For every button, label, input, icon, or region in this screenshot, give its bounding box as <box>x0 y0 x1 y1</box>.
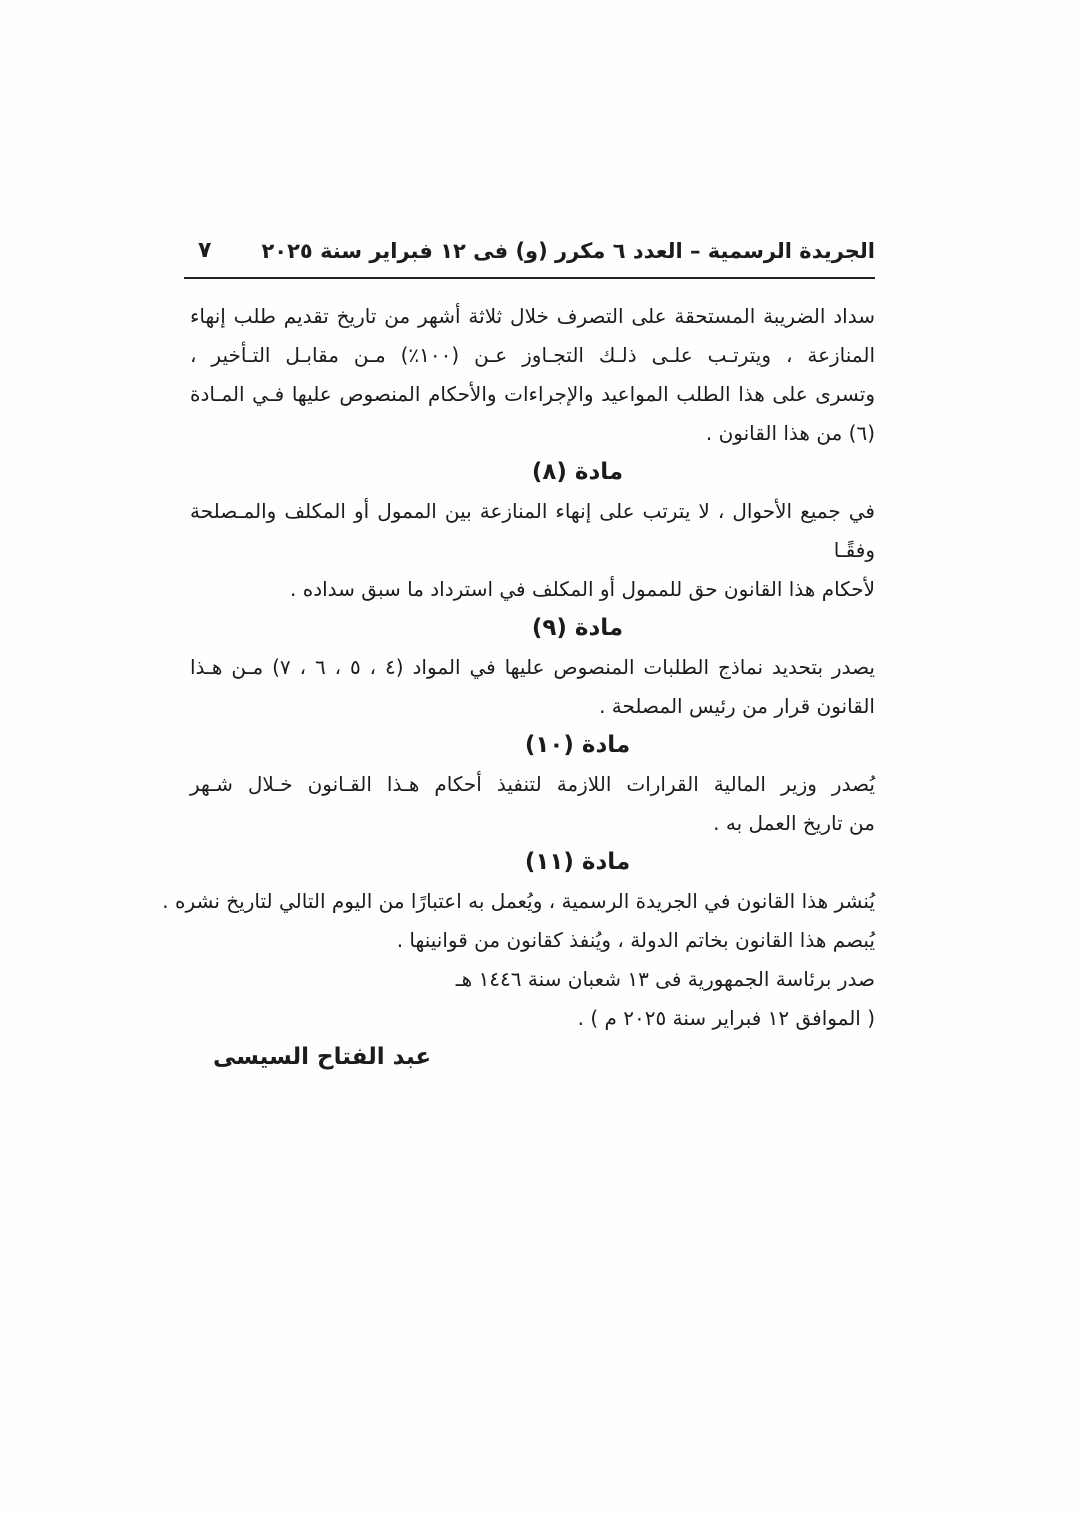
article-11-line: يُبصم هذا القانون بخاتم الدولة ، ويُنفذ كقانون من قوانينها . <box>396 928 875 952</box>
article-11-line: يُنشر هذا القانون في الجريدة الرسمية ، ويُعمل به اعتبارًا من اليوم التالي لتاريخ نشره . <box>162 889 875 913</box>
promulgation-date-hijri: صدر برئاسة الجمهورية فى ١٣ شعبان سنة ١٤٤٦ هـ <box>455 967 875 991</box>
intro-line: المنازعة ، ويترتـب علـى ذلـك التجـاوز عـن (١٠٠٪) مـن مقابـل التـأخير ، <box>190 343 875 367</box>
article-10 <box>190 726 875 843</box>
article-11 <box>162 843 875 1038</box>
article-10-line: من تاريخ العمل به . <box>713 811 875 835</box>
article-9 <box>190 609 875 726</box>
president-signature: عبد الفتاح السيسى <box>213 1044 432 1070</box>
article-9-heading: مادة (٩) <box>531 615 624 641</box>
law-text <box>162 297 876 1077</box>
page-number: ٧ <box>198 238 212 263</box>
page-header <box>190 236 875 266</box>
intro-paragraph <box>190 297 875 453</box>
gazette-title: الجريدة الرسمية – العدد ٦ مكرر (و) فى ١٢ فبراير سنة ٢٠٢٥ <box>261 239 875 263</box>
article-9-line: يصدر بتحديد نماذج الطلبات المنصوص عليها في المواد (٤ ، ٥ ، ٦ ، ٧) مـن هـذا <box>190 655 876 679</box>
promulgation-date-gregorian-text: ( الموافق ١٢ فبراير سنة ٢٠٢٥ م ) . <box>577 1006 875 1030</box>
article-8-line: لأحكام هذا القانون حق للممول أو المكلف في استرداد ما سبق سداده . <box>290 577 875 601</box>
article-9-line: القانون قرار من رئيس المصلحة . <box>599 694 875 718</box>
header-divider <box>184 277 875 279</box>
article-10-heading: مادة (١٠) <box>524 732 631 758</box>
article-11-heading: مادة (١١) <box>524 849 631 875</box>
article-8-line: في جميع الأحوال ، لا يترتب على إنهاء المنازعة بين الممول أو المكلف والمـصلحة وفقًـا <box>190 499 875 562</box>
intro-line: (٦) من هذا القانون . <box>705 421 875 445</box>
intro-line: سداد الضريبة المستحقة على التصرف خلال ثلاثة أشهر من تاريخ تقديم طلب إنهاء <box>190 304 875 328</box>
promulgation-date-gregorian <box>190 999 875 1038</box>
article-8-heading: مادة (٨) <box>531 459 624 485</box>
article-10-line: يُصدر وزير المالية القرارات اللازمة لتنفيذ أحكام هـذا القـانون خـلال شـهر <box>190 772 875 796</box>
article-8 <box>190 453 875 609</box>
intro-line: وتسرى على هذا الطلب المواعيد والإجراءات والأحكام المنصوص عليها فـي المـادة <box>190 382 875 406</box>
